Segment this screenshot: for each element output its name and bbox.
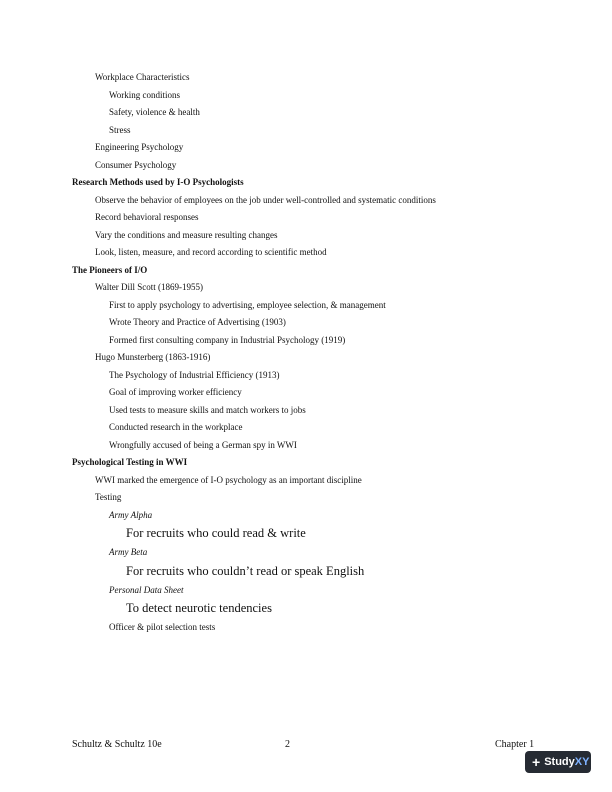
footer-chapter: Chapter 1: [495, 739, 535, 750]
section-heading: Research Methods used by I-O Psychologists: [72, 177, 244, 187]
test-description: For recruits who could read & write: [126, 526, 306, 540]
studyxy-badge[interactable]: [525, 751, 591, 773]
test-name: Army Beta: [109, 547, 148, 557]
section-heading: The Pioneers of I/O: [72, 265, 148, 275]
outline-subitem: First to apply psychology to advertising, employee selection, & management: [109, 300, 386, 310]
plus-icon: +: [532, 754, 541, 770]
test-name: Army Alpha: [109, 510, 153, 520]
outline-subitem: Safety, violence & health: [109, 107, 200, 117]
outline-subitem: Officer & pilot selection tests: [109, 622, 216, 632]
outline-item: Engineering Psychology: [95, 142, 184, 152]
outline-subitem: Formed first consulting company in Industrial Psychology (1919): [109, 335, 346, 345]
footer-source: Schultz & Schultz 10e: [72, 739, 162, 750]
test-description: For recruits who couldn’t read or speak English: [126, 564, 365, 578]
outline-subitem: Working conditions: [109, 90, 181, 100]
outline-subitem: Goal of improving worker efficiency: [109, 387, 242, 397]
outline-subitem: Wrote Theory and Practice of Advertising (1903): [109, 317, 286, 327]
test-name: Personal Data Sheet: [109, 585, 184, 595]
outline-item: Look, listen, measure, and record according to scientific method: [95, 247, 327, 257]
brand-name-part1: Study: [544, 756, 575, 768]
outline-item: Observe the behavior of employees on the job under well-controlled and systematic conditions: [95, 195, 436, 205]
outline-subitem: Stress: [109, 125, 131, 135]
brand-name-part2: XY: [574, 756, 590, 768]
outline-item: Vary the conditions and measure resulting changes: [95, 230, 278, 240]
outline-subitem: Wrongfully accused of being a German spy in WWI: [109, 440, 297, 450]
outline-item: Record behavioral responses: [95, 212, 199, 222]
outline-item: WWI marked the emergence of I-O psychology as an important discipline: [95, 475, 362, 485]
outline-item: Hugo Munsterberg (1863-1916): [95, 352, 211, 362]
outline-item: Consumer Psychology: [95, 160, 177, 170]
outline-subitem: Used tests to measure skills and match workers to jobs: [109, 405, 306, 415]
outline-item: Testing: [95, 492, 122, 502]
outline-item: Walter Dill Scott (1869-1955): [95, 282, 204, 292]
section-heading: Psychological Testing in WWI: [72, 457, 188, 467]
outline-subitem: Conducted research in the workplace: [109, 422, 243, 432]
outline-subitem: The Psychology of Industrial Efficiency (1913): [109, 370, 280, 380]
test-description: To detect neurotic tendencies: [126, 601, 272, 615]
outline-item: Workplace Characteristics: [95, 72, 190, 82]
page-number: 2: [285, 739, 290, 750]
